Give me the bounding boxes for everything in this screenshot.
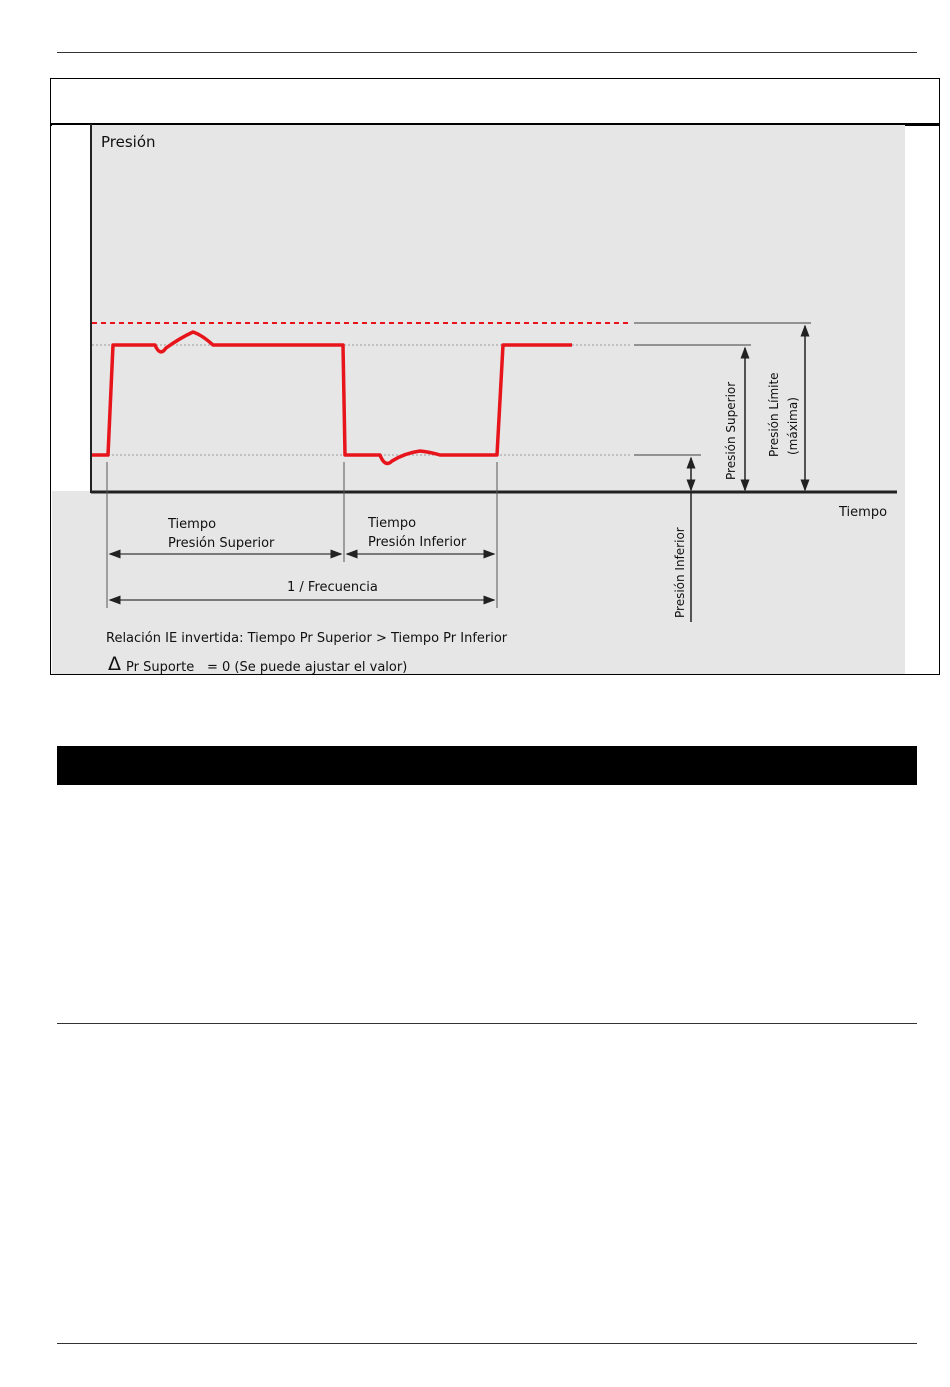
x-axis-label: Tiempo [839, 505, 888, 520]
relation-note: Relación IE invertida: Tiempo Pr Superior > Tiempo Pr Inferior [106, 631, 508, 646]
lower-time-label-2: Presión Inferior [368, 535, 467, 550]
limit-pressure-label: Presión Límite [767, 372, 781, 457]
footer-rule [57, 1343, 917, 1344]
section-heading-bar [57, 746, 917, 785]
delta-name: Pr Suporte [126, 660, 195, 675]
section-rule [57, 1023, 917, 1024]
lower-pressure-label: Presión Inferior [673, 527, 687, 618]
y-axis-label: Presión [101, 133, 156, 151]
delta-value-note: = 0 (Se puede ajustar el valor) [207, 660, 408, 675]
limit-pressure-sublabel: (máxima) [786, 397, 800, 455]
upper-time-label-2: Presión Superior [168, 536, 275, 551]
period-label: 1 / Frecuencia [287, 580, 378, 595]
delta-symbol: Δ [108, 653, 121, 675]
upper-pressure-label: Presión Superior [724, 381, 738, 480]
upper-time-label-1: Tiempo [168, 517, 217, 532]
lower-time-label-1: Tiempo [368, 516, 417, 531]
